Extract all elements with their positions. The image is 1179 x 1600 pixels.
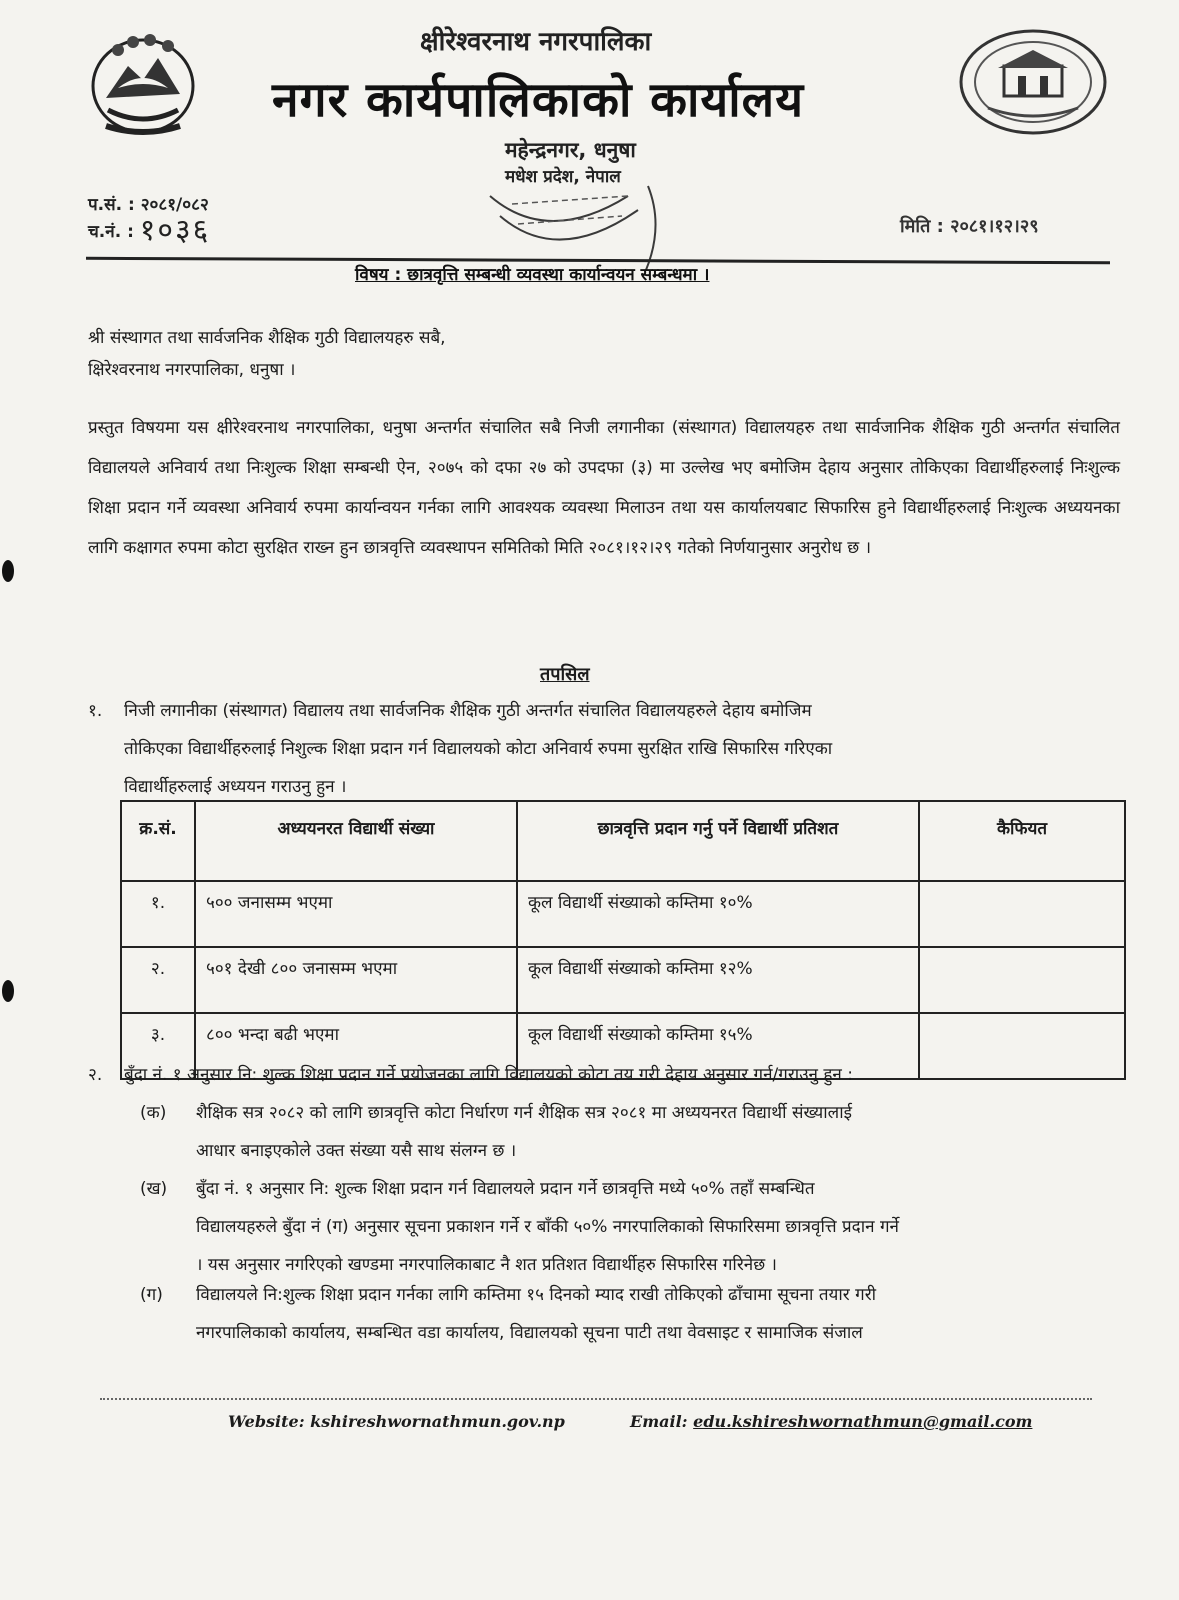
subject-line: विषय : छात्रवृत्ति सम्बन्धी व्यवस्था कार्यान्वयन सम्बन्धमा ।: [355, 265, 710, 285]
point-1-line: विद्यार्थीहरुलाई अध्ययन गराउनु हुन ।: [124, 777, 347, 797]
dispatch-row: [88, 213, 211, 248]
sub-line: आधार बनाइएकोले उक्त संख्या यसै साथ संलग्न छ ।: [196, 1141, 517, 1161]
table-cell: कूल विद्यार्थी संख्याको कम्तिमा १०%: [517, 881, 919, 947]
nepal-emblem-icon: [88, 28, 198, 140]
point-2-number: २.: [88, 1065, 103, 1085]
website-label: Website:: [228, 1412, 305, 1431]
sub-label: (ख): [140, 1179, 168, 1199]
letter-date: मिति : २०८१।१२।२९: [900, 216, 1039, 237]
table-cell: [919, 947, 1125, 1013]
point-2: [88, 1056, 1118, 1096]
table-cell: ८०० भन्दा बढी भएमा: [195, 1013, 517, 1079]
table-cell: २.: [121, 947, 195, 1013]
municipality-seal-icon: [958, 28, 1108, 136]
table-header-cell: क्र.सं.: [121, 801, 195, 881]
point-2-text: बुँदा नं. १ अनुसार नि: शुल्क शिक्षा प्रदान गर्ने प्रयोजनका लागि विद्यालयको कोटा तय गरी देहाय अनुसार गर्न/गराउनु हुन :: [124, 1065, 853, 1085]
details-heading: तपसिल: [540, 664, 590, 685]
point-1-text: [124, 692, 832, 806]
province-line: मधेश प्रदेश, नेपाल: [505, 167, 621, 187]
sub-line: नगरपालिकाको कार्यालय, सम्बन्धित वडा कार्यालय, विद्यालयको सूचना पाटी तथा वेवसाइट र सामाजिक संजाल: [196, 1323, 863, 1343]
sub-line: बुँदा नं. १ अनुसार नि: शुल्क शिक्षा प्रदान गर्न विद्यालयले प्रदान गर्ने छात्रवृत्ति मध्ये ५०% तहाँ सम्बन्धित: [196, 1179, 815, 1199]
dispatch-number: १०३६: [139, 213, 211, 248]
ref-number: प.सं. : २०८१/०८२: [88, 195, 209, 215]
footer-email: [630, 1412, 1032, 1431]
table-cell: ५०१ देखी ८०० जनासम्म भएमा: [195, 947, 517, 1013]
email-label: Email:: [630, 1412, 688, 1431]
table-cell: कूल विद्यार्थी संख्याको कम्तिमा १५%: [517, 1013, 919, 1079]
sub-label: (क): [140, 1103, 167, 1123]
body-paragraph: प्रस्तुत विषयमा यस क्षीरेश्वरनाथ नगरपालिका, धनुषा अन्तर्गत संचालित सबै निजी लगानीका (संस्थागत) विद्यालयहरु तथा सार्वजानिक शैक्षिक गुठी अन्तर्गत संचालित विद्यालयले अनिवार्य तथा निःशुल्क शिक्षा सम्बन्धी ऐन, २०७५ को दफा २७ को उपदफा (३) मा उल्लेख भए बमोजिम देहाय अनुसार तोकिएका विद्यार्थीहरुलाई निःशुल्क शिक्षा प्रदान गर्ने व्यवस्था अनिवार्य रुपमा कार्यान्वयन गर्नका लागि आवश्यक व्यवस्था मिलाउन तथा यस कार्यालयबाट सिफारिस हुने विद्यार्थीहरुलाई निःशुल्क अध्ययनका लागि कक्षागत रुपमा कोटा सुरक्षित राख्न हुन छात्रवृत्ति व्यवस्थापन समितिको मिति २०८१।१२।२९ गतेको निर्णयानुसार अनुरोध छ ।: [88, 418, 1120, 558]
scholarship-quota-table: [120, 800, 1126, 1080]
point-1-line: तोकिएका विद्यार्थीहरुलाई निशुल्क शिक्षा प्रदान गर्न विद्यालयको कोटा अनिवार्य रुपमा सुरक्षित राखि सिफारिस गरिएका: [124, 739, 833, 759]
addressee-line-1: श्री संस्थागत तथा सार्वजनिक शैक्षिक गुठी विद्यालयहरु सबै,: [88, 328, 446, 348]
footer-website: [228, 1412, 565, 1431]
sub-line: । यस अनुसार नगरिएको खण्डमा नगरपालिकाबाट नै शत प्रतिशत विद्यार्थीहरु सिफारिस गरिनेछ ।: [196, 1255, 777, 1275]
point-2-sub-ka: [140, 1094, 1130, 1172]
table-cell: १.: [121, 881, 195, 947]
point-1-number: १.: [88, 701, 103, 721]
dispatch-label: च.नं. :: [88, 222, 134, 242]
sub-label: (ग): [140, 1285, 163, 1305]
point-2-sub-kha: [140, 1170, 1130, 1286]
table-cell: कूल विद्यार्थी संख्याको कम्तिमा १२%: [517, 947, 919, 1013]
punch-hole-mark: [2, 560, 14, 582]
table-header-row: [121, 801, 1125, 881]
point-1-line: निजी लगानीका (संस्थागत) विद्यालय तथा सार्वजनिक शैक्षिक गुठी अन्तर्गत संचालित विद्यालयहरुले देहाय बमोजिम: [124, 701, 812, 721]
point-1: [88, 692, 1118, 802]
punch-hole-mark: [2, 980, 14, 1002]
addressee-line-2: क्षिरेश्वरनाथ नगरपालिका, धनुषा ।: [88, 360, 296, 380]
office-title: नगर कार्यपालिकाको कार्यालय: [272, 72, 805, 128]
email-link[interactable]: edu.kshireshwornathmun@gmail.com: [693, 1412, 1033, 1431]
sub-text: [196, 1276, 876, 1352]
reference-block: [88, 192, 211, 248]
table-cell: ५०० जनासम्म भएमा: [195, 881, 517, 947]
sub-line: शैक्षिक सत्र २०८२ को लागि छात्रवृत्ति कोटा निर्धारण गर्न शैक्षिक सत्र २०८१ मा अध्ययनरत विद्यार्थी संख्यालाई: [196, 1103, 852, 1123]
municipality-name: क्षीरेश्वरनाथ नगरपालिका: [420, 27, 652, 57]
point-2-sub-ga: [140, 1276, 1130, 1356]
addressee-block: [88, 322, 446, 386]
website-link[interactable]: kshireshwornathmun.gov.np: [310, 1412, 565, 1431]
sub-line: विद्यालयहरुले बुँदा नं (ग) अनुसार सूचना प्रकाशन गर्ने र बाँकी ५०% नगरपालिकाको सिफारिसमा छात्रवृत्ति प्रदान गर्ने: [196, 1217, 899, 1237]
table-row: [121, 947, 1125, 1013]
address-line: महेन्द्रनगर, धनुषा: [505, 138, 636, 162]
table-header-cell: अध्ययनरत विद्यार्थी संख्या: [195, 801, 517, 881]
table-row: [121, 881, 1125, 947]
sub-line: विद्यालयले नि:शुल्क शिक्षा प्रदान गर्नका लागि कम्तिमा १५ दिनको म्याद राखी तोकिएको ढाँचामा सूचना तयार गरी: [196, 1285, 877, 1305]
sub-text: [196, 1094, 852, 1170]
table-header-cell: छात्रवृत्ति प्रदान गर्नु पर्ने विद्यार्थी प्रतिशत: [517, 801, 919, 881]
sub-text: [196, 1170, 899, 1284]
table-header-cell: कैफियत: [919, 801, 1125, 881]
table-cell: [919, 881, 1125, 947]
table-cell: ३.: [121, 1013, 195, 1079]
footer-divider: [100, 1398, 1092, 1400]
